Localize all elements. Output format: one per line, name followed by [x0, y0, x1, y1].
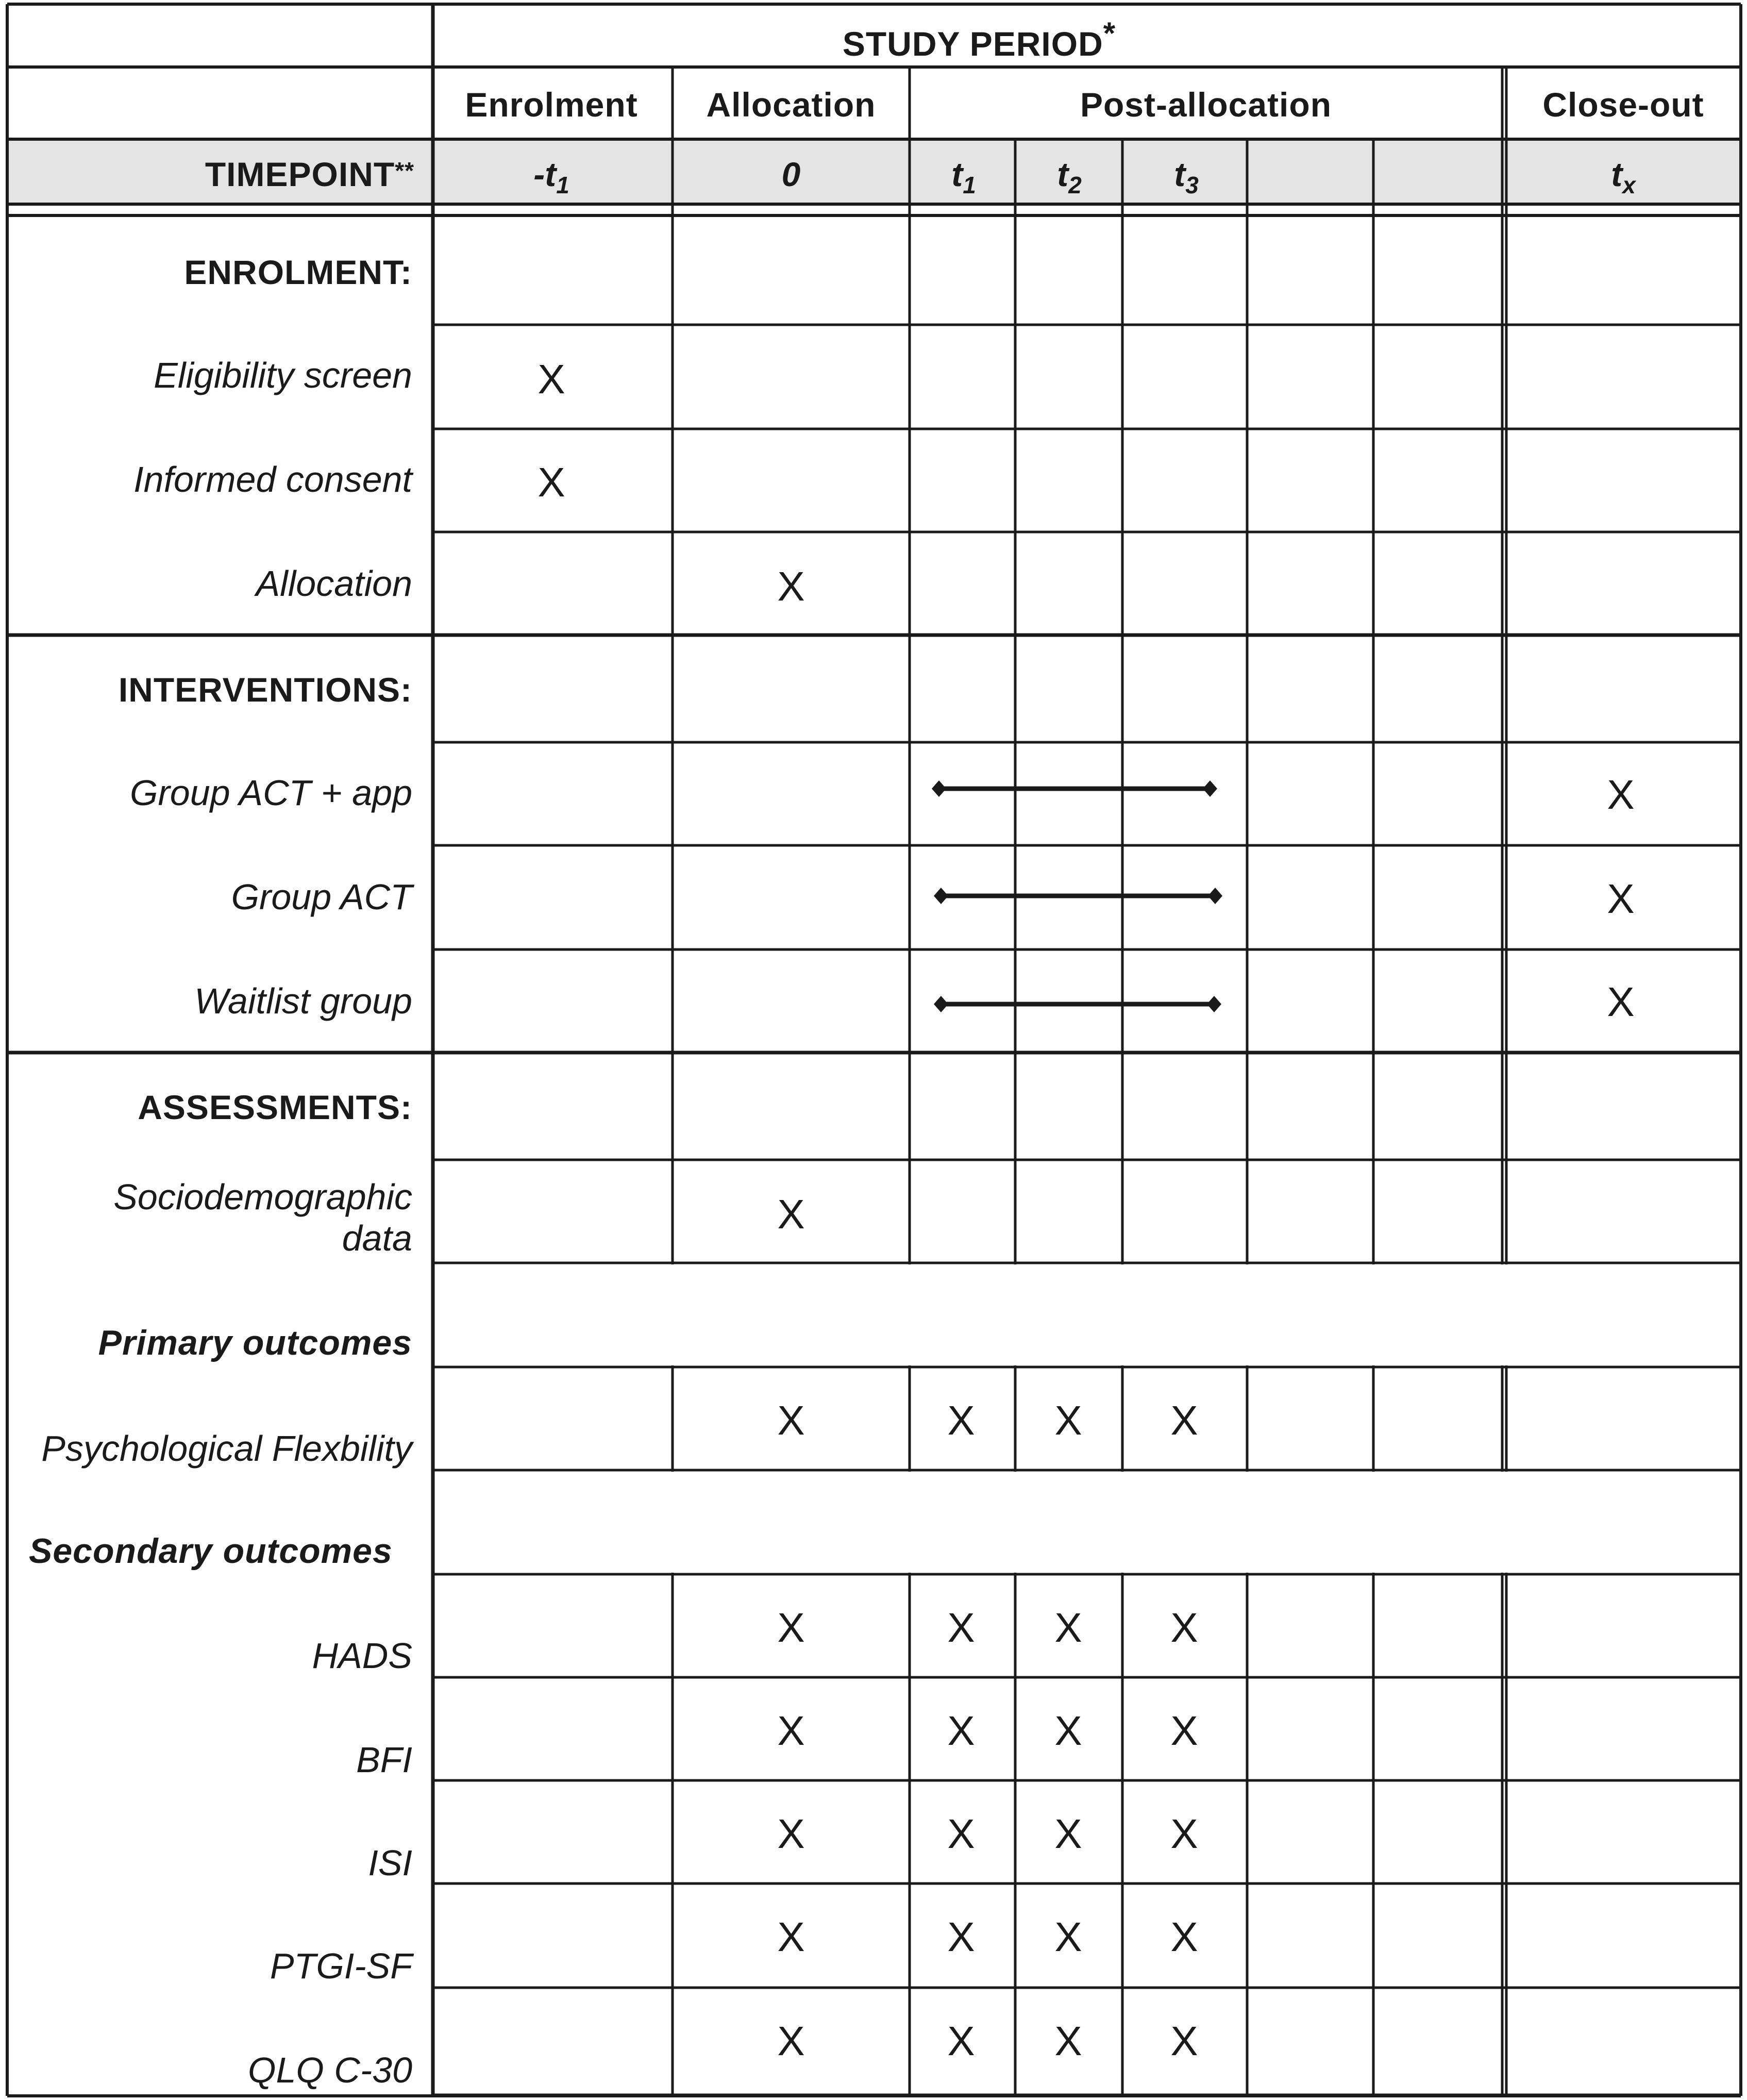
secondary-outcomes-heading: Secondary outcomes: [29, 1531, 393, 1571]
mark-flex-t3: X: [1170, 1397, 1198, 1443]
bar-end-diamond: [934, 996, 948, 1012]
tp-base: t: [951, 155, 963, 193]
bar-end-diamond: [934, 888, 948, 904]
mark-flex-allocation: X: [777, 1397, 805, 1443]
bar-end-diamond: [1208, 888, 1222, 904]
phase-post-allocation: Post-allocation: [1080, 86, 1332, 124]
row-ptgi-sf: PTGI-SF: [270, 1946, 412, 1986]
mark-ptgi-t2: X: [1054, 1914, 1082, 1960]
row-allocation: Allocation: [256, 563, 412, 604]
mark-bfi-t3: X: [1170, 1708, 1198, 1754]
tp-base: -t: [533, 155, 557, 193]
row-group-act: Group ACT: [231, 877, 412, 917]
mark-eligibility-enrolment: X: [537, 356, 565, 402]
mark-bfi-allocation: X: [777, 1708, 805, 1754]
mark-ptgi-allocation: X: [777, 1914, 805, 1960]
mark-bfi-t1: X: [947, 1708, 975, 1754]
mark-allocation-allocation: X: [777, 563, 805, 609]
tp-base: t: [1174, 155, 1186, 193]
row-sociodemographic-line1: Sociodemographic: [113, 1177, 412, 1217]
row-psychological-flexibility: Psychological Flexbility: [41, 1428, 412, 1469]
mark-hads-t3: X: [1170, 1605, 1198, 1651]
row-eligibility-screen: Eligibility screen: [154, 355, 412, 395]
phase-enrolment: Enrolment: [465, 86, 638, 124]
bar-end-diamond: [1207, 996, 1221, 1012]
row-waitlist-group: Waitlist group: [194, 981, 412, 1021]
section-interventions: INTERVENTIONS:: [118, 671, 412, 709]
mark-isi-t2: X: [1054, 1811, 1082, 1857]
timepoint-t1: [912, 155, 1015, 199]
timepoint-enrolment: [435, 155, 667, 199]
bar-end-diamond: [932, 780, 946, 797]
mark-act-closeout: X: [1607, 876, 1635, 922]
timepoint-label-text: TIMEPOINT: [205, 155, 395, 193]
mark-socio-allocation: X: [777, 1191, 805, 1237]
mark-hads-allocation: X: [777, 1605, 805, 1651]
row-group-act-app: Group ACT + app: [130, 773, 412, 813]
timepoint-label: [7, 155, 414, 194]
section-enrolment: ENROLMENT:: [184, 253, 412, 291]
study-period-mark: *: [1103, 16, 1116, 51]
merged-cell: [435, 1264, 1739, 1365]
mark-qlq-allocation: X: [777, 2018, 805, 2064]
row-informed-consent: Informed consent: [133, 459, 412, 499]
mark-qlq-t3: X: [1170, 2018, 1198, 2064]
row-isi: ISI: [368, 1843, 412, 1883]
tp-base: t: [1057, 155, 1069, 193]
phase-allocation: Allocation: [706, 86, 876, 124]
tp-sub: 1: [556, 172, 569, 198]
mark-ptgi-t3: X: [1170, 1914, 1198, 1960]
tp-base: 0: [781, 155, 801, 193]
study-period-heading: [773, 15, 1185, 63]
primary-outcomes-heading: Primary outcomes: [98, 1323, 412, 1362]
mark-waitlist-closeout: X: [1607, 979, 1635, 1025]
tp-sub: 3: [1185, 172, 1199, 198]
mark-act-app-closeout: X: [1607, 772, 1635, 818]
mark-flex-t2: X: [1054, 1397, 1082, 1443]
row-bfi: BFI: [356, 1740, 412, 1780]
row-hads: HADS: [312, 1636, 412, 1676]
study-period-text: STUDY PERIOD: [842, 25, 1103, 63]
row-sociodemographic-line2: data: [342, 1218, 412, 1258]
timepoint-t3: [1124, 155, 1248, 199]
mark-bfi-t2: X: [1054, 1708, 1082, 1754]
mark-isi-allocation: X: [777, 1811, 805, 1857]
merged-cell: [435, 1472, 1739, 1573]
tp-sub: x: [1622, 172, 1636, 198]
row-qlq-c30: QLQ C-30: [248, 2050, 412, 2090]
mark-qlq-t1: X: [947, 2018, 975, 2064]
mark-ptgi-t1: X: [947, 1914, 975, 1960]
mark-hads-t1: X: [947, 1605, 975, 1651]
tp-sub: 2: [1068, 172, 1082, 198]
tp-sub: 1: [963, 172, 976, 198]
mark-hads-t2: X: [1054, 1605, 1082, 1651]
mark-flex-t1: X: [947, 1397, 975, 1443]
timepoint-close-out: [1507, 155, 1739, 199]
tp-base: t: [1611, 155, 1623, 193]
mark-qlq-t2: X: [1054, 2018, 1082, 2064]
mark-isi-t3: X: [1170, 1811, 1198, 1857]
timepoint-t2: [1018, 155, 1121, 199]
timepoint-allocation: [675, 155, 907, 199]
section-assessments: ASSESSMENTS:: [138, 1088, 412, 1126]
bar-end-diamond: [1203, 780, 1217, 797]
mark-isi-t1: X: [947, 1811, 975, 1857]
mark-consent-enrolment: X: [537, 459, 565, 505]
timepoint-mark: **: [395, 157, 414, 184]
phase-close-out: Close-out: [1542, 86, 1704, 124]
